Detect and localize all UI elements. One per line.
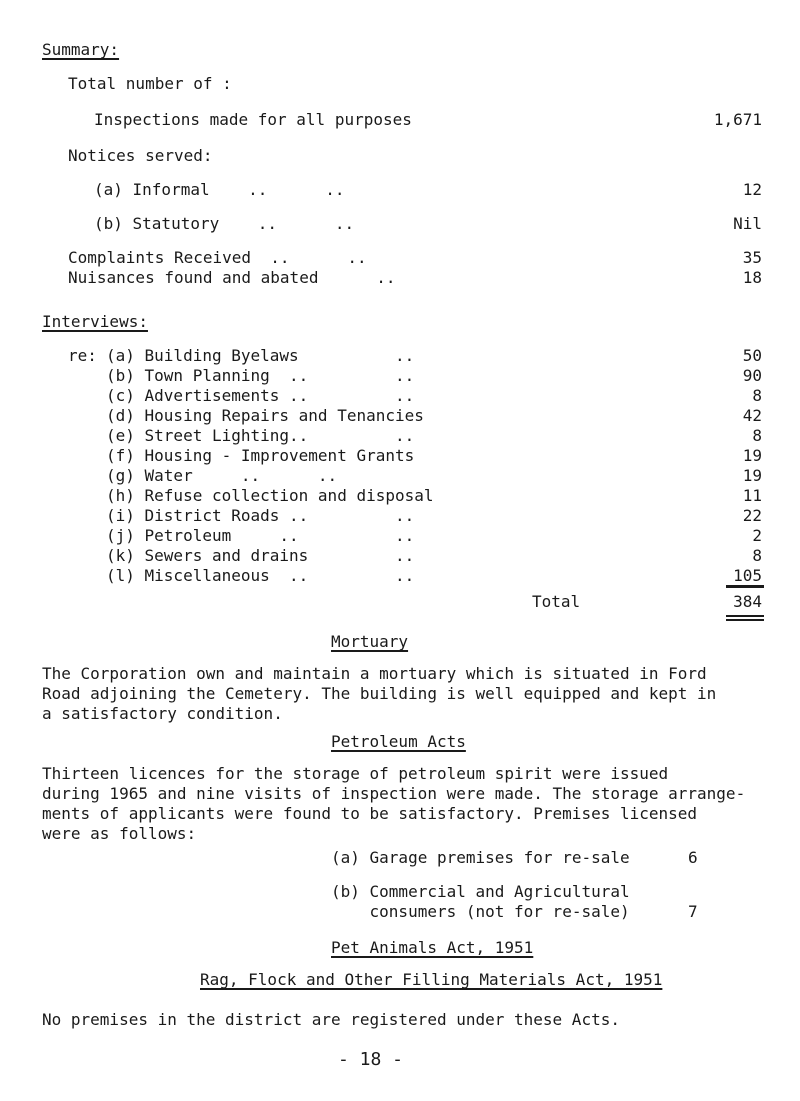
- rag-flock-heading: Rag, Flock and Other Filling Materials Act, 1951: [200, 970, 663, 989]
- notices-served-label: Notices served:: [68, 146, 213, 165]
- petroleum-line: Thirteen licences for the storage of petroleum spirit were issued: [42, 764, 669, 783]
- list-item-value: 105: [733, 566, 762, 585]
- list-item-value: 50: [742, 346, 762, 365]
- mortuary-line: a satisfactory condition.: [42, 704, 283, 723]
- total-rule-bottom-2: [726, 619, 764, 621]
- list-item: (e) Street Lighting.. ..: [106, 426, 415, 445]
- petroleum-line: during 1965 and nine visits of inspection were made. The storage arrange-: [42, 784, 746, 803]
- nuisances-value: 18: [742, 268, 762, 287]
- list-item-value: 2: [752, 526, 762, 545]
- list-item-value: 42: [742, 406, 762, 425]
- list-item-value: 11: [742, 486, 762, 505]
- list-item-value: 90: [742, 366, 762, 385]
- petroleum-line: ments of applicants were found to be satisfactory. Premises licensed: [42, 804, 698, 823]
- total-rule-top: [726, 585, 764, 588]
- premises-item-a: (a) Garage premises for re-sale: [331, 848, 630, 867]
- list-item: (g) Water .. ..: [106, 466, 338, 485]
- petroleum-heading: Petroleum Acts: [331, 732, 466, 751]
- premises-item-b-line1: (b) Commercial and Agricultural: [331, 882, 630, 901]
- mortuary-line: The Corporation own and maintain a mortuary which is situated in Ford: [42, 664, 707, 683]
- summary-heading: Summary:: [42, 40, 120, 59]
- total-label: Total: [532, 592, 581, 611]
- mortuary-line: Road adjoining the Cemetery. The building is well equipped and kept in: [42, 684, 717, 703]
- list-item: (a) Building Byelaws ..: [106, 346, 415, 365]
- nuisances-label: Nuisances found and abated ..: [68, 268, 396, 287]
- list-item: (f) Housing - Improvement Grants: [106, 446, 415, 465]
- premises-item-b-value: 7: [688, 902, 698, 921]
- list-item-value: 22: [742, 506, 762, 525]
- total-number-label: Total number of :: [68, 74, 232, 93]
- list-item-value: 8: [752, 426, 762, 445]
- mortuary-paragraph: [42, 664, 772, 724]
- page-number: - 18 -: [338, 1049, 404, 1070]
- premises-item-a-value: 6: [688, 848, 698, 867]
- list-item-value: 8: [752, 546, 762, 565]
- list-item-value: 19: [742, 446, 762, 465]
- statutory-label: (b) Statutory .. ..: [94, 214, 355, 233]
- list-item: (h) Refuse collection and disposal: [106, 486, 434, 505]
- rag-flock-text: No premises in the district are registered under these Acts.: [42, 1010, 620, 1029]
- premises-item-b-line2: consumers (not for re-sale): [331, 902, 630, 921]
- list-item: (j) Petroleum .. ..: [106, 526, 415, 545]
- informal-label: (a) Informal .. ..: [94, 180, 345, 199]
- list-item: (k) Sewers and drains ..: [106, 546, 415, 565]
- list-item: (l) Miscellaneous .. ..: [106, 566, 415, 585]
- inspections-label: Inspections made for all purposes: [94, 110, 412, 129]
- complaints-label: Complaints Received .. ..: [68, 248, 367, 267]
- inspections-value: 1,671: [713, 110, 762, 129]
- informal-value: 12: [742, 180, 762, 199]
- petroleum-line: were as follows:: [42, 824, 197, 843]
- pet-animals-heading: Pet Animals Act, 1951: [331, 938, 534, 957]
- statutory-value: Nil: [733, 214, 762, 233]
- list-item-value: 19: [742, 466, 762, 485]
- list-item: (b) Town Planning .. ..: [106, 366, 415, 385]
- list-item: (d) Housing Repairs and Tenancies: [106, 406, 424, 425]
- petroleum-paragraph: [42, 764, 772, 844]
- complaints-value: 35: [742, 248, 762, 267]
- interviews-heading: Interviews:: [42, 312, 148, 331]
- mortuary-heading: Mortuary: [331, 632, 409, 651]
- list-item: (c) Advertisements .. ..: [106, 386, 415, 405]
- total-rule-bottom-1: [726, 615, 764, 617]
- total-value: 384: [733, 592, 762, 611]
- list-item: (i) District Roads .. ..: [106, 506, 415, 525]
- list-item-value: 8: [752, 386, 762, 405]
- interviews-re-label: re:: [68, 346, 97, 365]
